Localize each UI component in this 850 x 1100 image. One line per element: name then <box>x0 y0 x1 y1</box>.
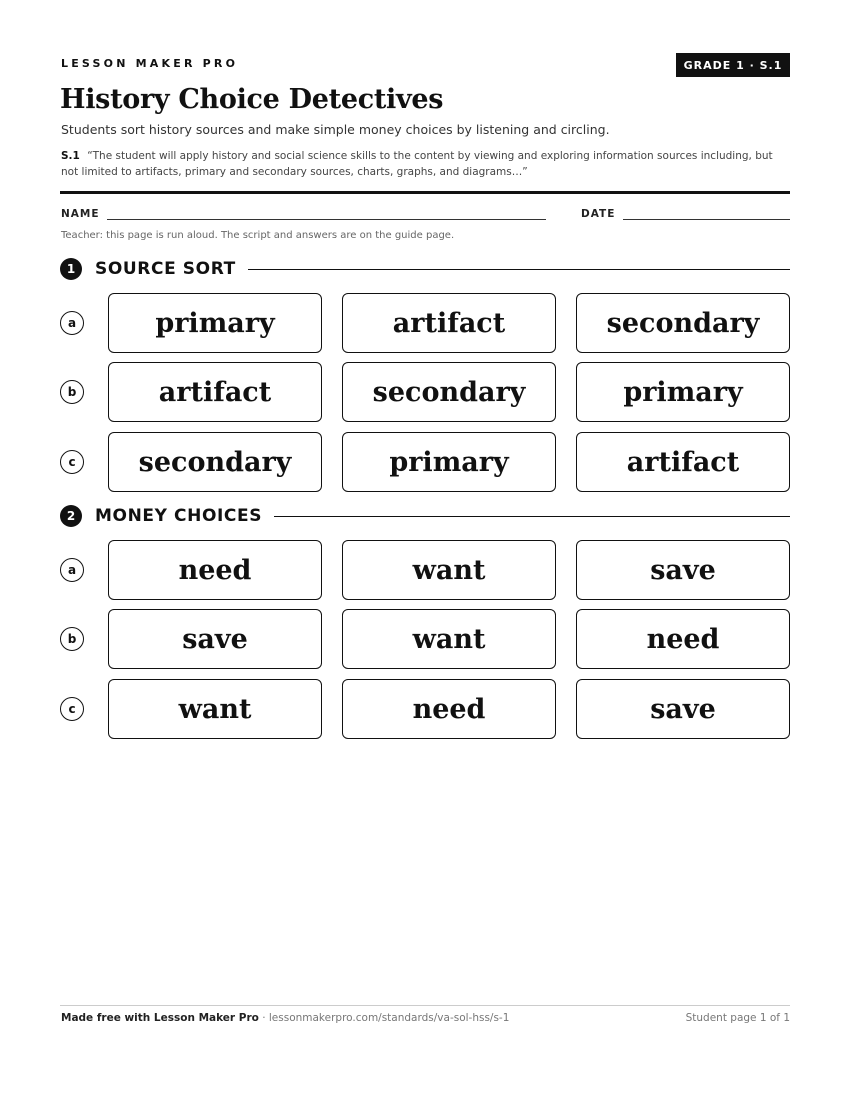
row-letter: b <box>60 380 84 404</box>
footer-page-number: Student page 1 of 1 <box>685 1012 790 1024</box>
choice-card[interactable]: need <box>108 540 322 600</box>
page-subtitle: Students sort history sources and make simple money choices by listening and circling. <box>61 122 610 137</box>
brand-name: LESSON MAKER PRO <box>61 57 239 70</box>
choice-card[interactable]: need <box>576 609 790 669</box>
standard-code: S.1 <box>61 150 80 162</box>
choice-card[interactable]: primary <box>342 432 556 492</box>
row-letter: a <box>60 311 84 335</box>
footer-divider <box>60 1005 790 1006</box>
date-line[interactable] <box>623 219 790 220</box>
name-label: NAME <box>61 208 100 220</box>
money-choices-row-c <box>60 679 790 739</box>
section-title: SOURCE SORT <box>95 259 236 279</box>
footer-separator: · <box>258 1012 269 1024</box>
row-letter: b <box>60 627 84 651</box>
section-title: MONEY CHOICES <box>95 506 263 526</box>
grade-badge: GRADE 1 · S.1 <box>676 53 790 77</box>
section-money-choices <box>60 505 790 527</box>
footer-url[interactable]: lessonmakerpro.com/standards/va-sol-hss/s-1 <box>268 1012 510 1024</box>
standard-text: “The student will apply history and social science skills to the content by viewing and exploring information sources including, but not limited to artifacts, primary and secondary sources, charts, graphs, and diagrams…” <box>61 150 773 178</box>
money-choices-row-a <box>60 540 790 600</box>
row-letter: c <box>60 450 84 474</box>
section-rule <box>274 516 790 517</box>
choice-card[interactable]: need <box>342 679 556 739</box>
section-number: 2 <box>60 505 82 527</box>
source-sort-row-a <box>60 293 790 353</box>
source-sort-row-c <box>60 432 790 492</box>
footer-credit <box>61 1012 509 1024</box>
footer-made-with: Made free with Lesson Maker Pro <box>61 1012 259 1024</box>
choice-card[interactable]: artifact <box>576 432 790 492</box>
standard-description <box>61 148 791 180</box>
choice-card[interactable]: save <box>576 540 790 600</box>
date-label: DATE <box>581 208 616 220</box>
header-divider <box>60 191 790 194</box>
section-source-sort <box>60 258 790 280</box>
choice-card[interactable]: primary <box>108 293 322 353</box>
choice-card[interactable]: save <box>576 679 790 739</box>
row-letter: a <box>60 558 84 582</box>
money-choices-row-b <box>60 609 790 669</box>
name-line[interactable] <box>107 219 546 220</box>
choice-card[interactable]: artifact <box>108 362 322 422</box>
section-number: 1 <box>60 258 82 280</box>
source-sort-row-b <box>60 362 790 422</box>
choice-card[interactable]: want <box>108 679 322 739</box>
row-letter: c <box>60 697 84 721</box>
choice-card[interactable]: secondary <box>108 432 322 492</box>
choice-card[interactable]: secondary <box>342 362 556 422</box>
section-rule <box>248 269 790 270</box>
choice-card[interactable]: want <box>342 609 556 669</box>
teacher-note: Teacher: this page is run aloud. The script and answers are on the guide page. <box>61 230 455 241</box>
choice-card[interactable]: save <box>108 609 322 669</box>
choice-card[interactable]: artifact <box>342 293 556 353</box>
page-title: History Choice Detectives <box>60 84 444 115</box>
choice-card[interactable]: primary <box>576 362 790 422</box>
choice-card[interactable]: secondary <box>576 293 790 353</box>
choice-card[interactable]: want <box>342 540 556 600</box>
